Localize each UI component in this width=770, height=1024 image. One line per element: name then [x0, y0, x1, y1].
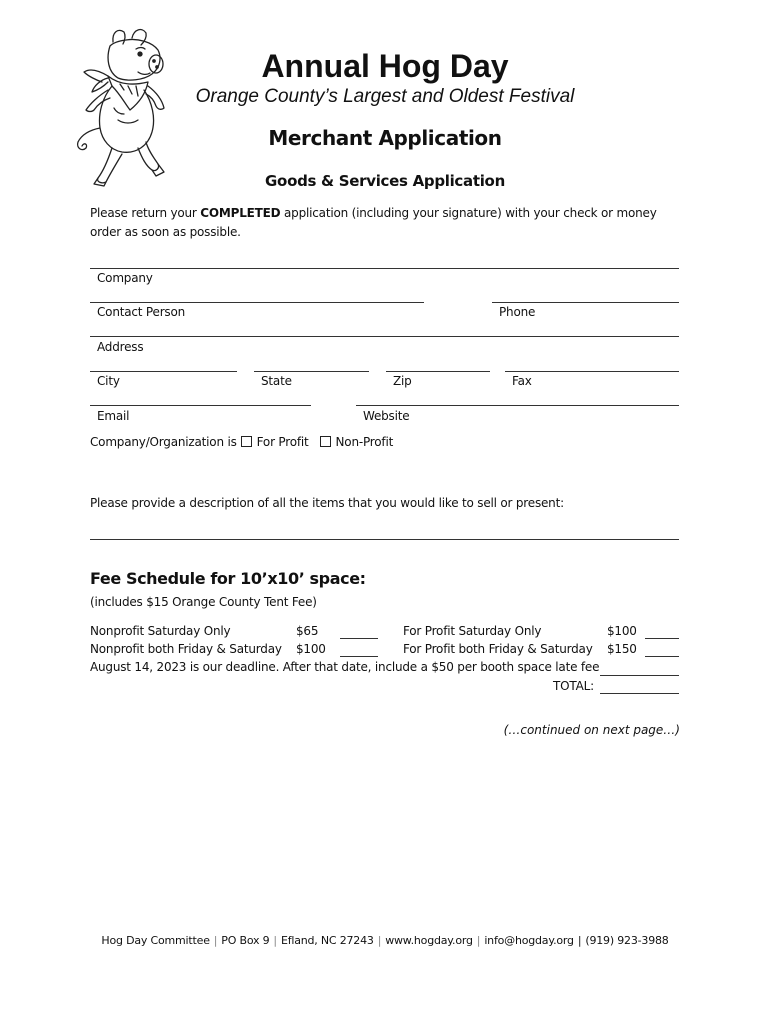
intro-bold: COMPLETED — [200, 206, 281, 220]
footer-org: Hog Day Committee — [101, 934, 210, 947]
late-fee-amount-field[interactable] — [600, 675, 679, 676]
contact-person-label: Contact Person — [97, 305, 186, 319]
state-label: State — [261, 374, 292, 388]
address-field[interactable] — [90, 336, 679, 337]
fp-both-amount-field[interactable] — [645, 656, 679, 657]
address-label: Address — [97, 340, 144, 354]
email-field[interactable] — [90, 405, 311, 406]
for-profit-label: For Profit — [256, 435, 309, 449]
np-both-amount-field[interactable] — [340, 656, 378, 657]
city-field[interactable] — [90, 371, 237, 372]
fp-both-label: For Profit both Friday & Saturday — [403, 642, 593, 656]
np-sat-label: Nonprofit Saturday Only — [90, 624, 231, 638]
total-label: TOTAL: — [553, 679, 594, 693]
page-title: Annual Hog Day — [261, 48, 509, 84]
non-profit-checkbox[interactable] — [320, 436, 331, 447]
description-prompt: Please provide a description of all the items that you would like to sell or present: — [90, 496, 564, 510]
form-title: Merchant Application — [268, 126, 502, 150]
phone-label: Phone — [499, 305, 536, 319]
intro-paragraph — [90, 204, 685, 242]
np-both-label: Nonprofit both Friday & Saturday — [90, 642, 282, 656]
zip-label: Zip — [393, 374, 412, 388]
state-field[interactable] — [254, 371, 369, 372]
deadline-note: August 14, 2023 is our deadline. After that date, include a $50 per booth space late fee — [90, 660, 600, 674]
intro-text-1: Please return your — [90, 206, 201, 220]
fee-note: (includes $15 Orange County Tent Fee) — [90, 595, 317, 609]
fax-field[interactable] — [505, 371, 679, 372]
website-label: Website — [363, 409, 410, 423]
phone-field[interactable] — [492, 302, 679, 303]
fee-schedule-heading: Fee Schedule for 10’x10’ space: — [90, 569, 366, 588]
city-label: City — [97, 374, 120, 388]
footer-email-link[interactable]: info@hogday.org — [484, 934, 574, 947]
footer-website-link[interactable]: www.hogday.org — [385, 934, 473, 947]
fp-sat-price: $100 — [607, 624, 637, 638]
fp-sat-label: For Profit Saturday Only — [403, 624, 542, 638]
continued-note: (…continued on next page…) — [503, 723, 680, 737]
page-subtitle: Orange County’s Largest and Oldest Festival — [195, 86, 575, 107]
np-sat-price: $65 — [296, 624, 319, 638]
footer-contact: Hog Day Committee | PO Box 9 | Efland, NC 27243 | www.hogday.org | info@hogday.org | (919) 923-3988 — [101, 934, 669, 947]
org-type-row — [90, 435, 393, 449]
zip-field[interactable] — [386, 371, 490, 372]
total-amount-field[interactable] — [600, 693, 679, 694]
intro-text-2: application (including your signature) with your check or money order as soon as possible. — [90, 206, 657, 239]
email-label: Email — [97, 409, 130, 423]
footer-city: Efland, NC 27243 — [280, 934, 374, 947]
np-both-price: $100 — [296, 642, 326, 656]
contact-person-field[interactable] — [90, 302, 424, 303]
org-type-label: Company/Organization is — [90, 435, 237, 449]
non-profit-label: Non-Profit — [335, 435, 394, 449]
footer-po-box: PO Box 9 — [221, 934, 270, 947]
company-field[interactable] — [90, 268, 679, 269]
fp-both-price: $150 — [607, 642, 637, 656]
fax-label: Fax — [512, 374, 532, 388]
form-subtitle: Goods & Services Application — [265, 172, 505, 190]
for-profit-checkbox[interactable] — [241, 436, 252, 447]
footer-phone: (919) 923-3988 — [585, 934, 669, 947]
fp-sat-amount-field[interactable] — [645, 638, 679, 639]
description-field[interactable] — [90, 539, 679, 540]
website-field[interactable] — [356, 405, 679, 406]
np-sat-amount-field[interactable] — [340, 638, 378, 639]
company-label: Company — [97, 271, 153, 285]
